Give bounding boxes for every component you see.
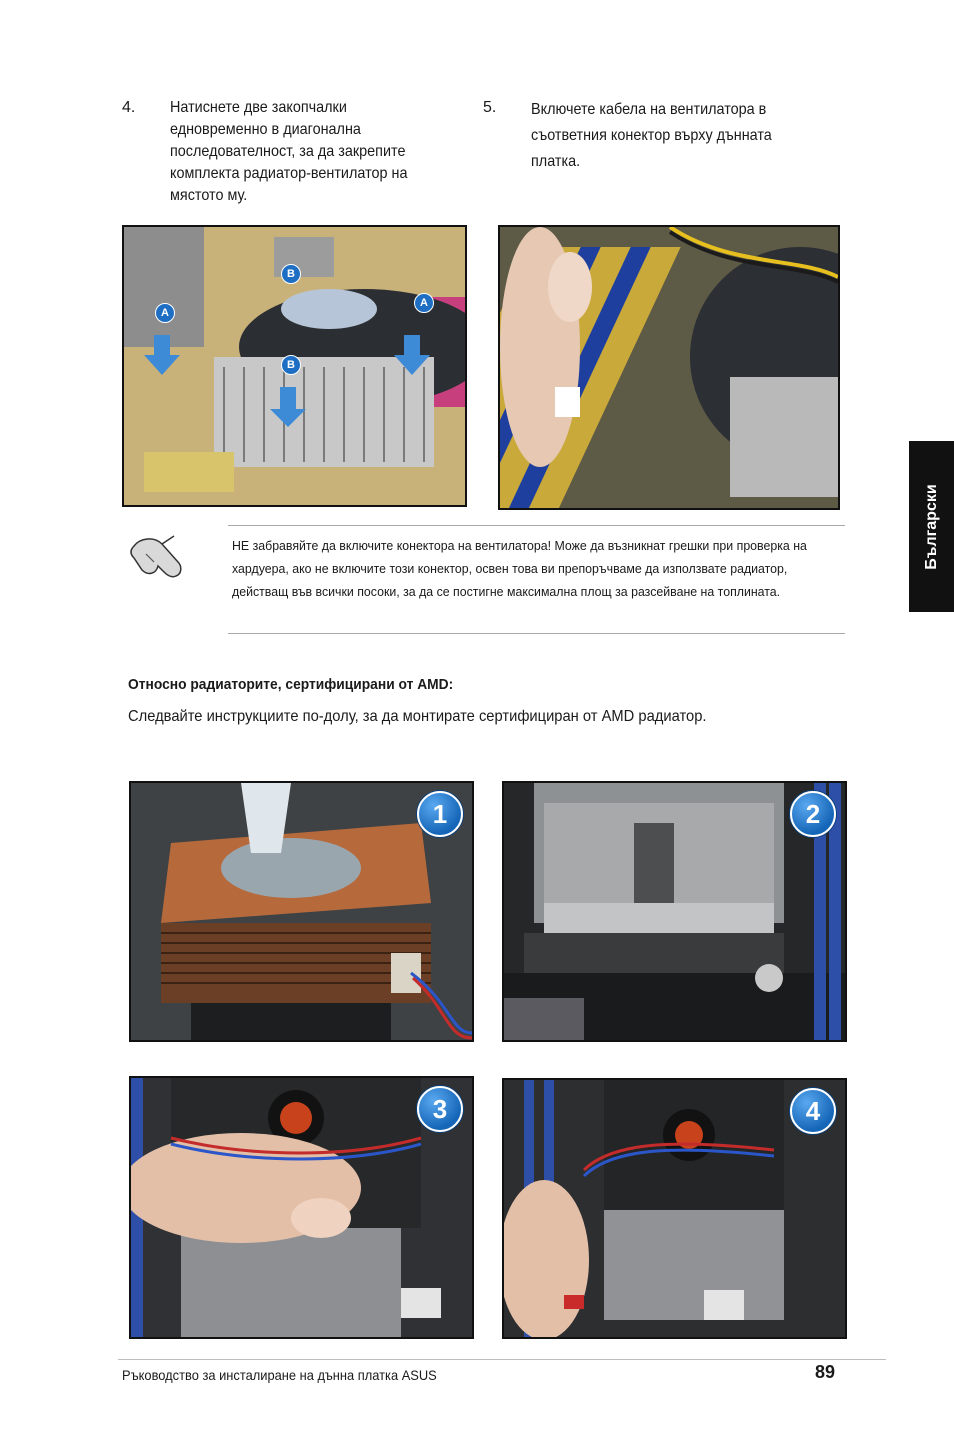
amd-instructions: Следвайте инструкциите по-долу, за да монтирате сертифициран от AMD радиатор. [128,708,707,725]
photo-heatsink-clips [122,225,467,507]
step-4-number: 4. [122,99,136,116]
clip-label-b-top: B [281,264,301,284]
amd-heading: Относно радиаторите, сертифицирани от AMD: [128,676,454,693]
footer-rule [118,1359,886,1360]
photo-step-4 [502,1078,847,1339]
footer-title: Ръководство за инсталиране на дънна платка ASUS [122,1367,437,1383]
note-text: НЕ забравяйте да включите конектора на вентилатора! Може да възникнат грешки при проверка на хардуера, ако не включите този конектор, освен това ви препоръчваме да използвате радиатор, действащ във всички посоки, за да се постигне максимална площ за разсейване на топлината. [232,538,807,599]
step-badge-3: 3 [417,1086,463,1132]
hand-pointing-icon [128,528,186,580]
step-badge-2: 2 [790,791,836,837]
language-side-tab-label: Български [922,483,940,570]
page-number: 89 [815,1362,836,1382]
photo-step-3 [129,1076,474,1339]
clip-label-a-left: A [155,303,175,323]
note-top-rule [228,525,845,526]
step-badge-4: 4 [790,1088,836,1134]
step-5-text: Включете кабела на вентилатора в съответния конектор върху дънната платка. [531,101,772,170]
language-side-tab [909,441,954,612]
step-5-number: 5. [483,99,497,116]
step-4-text: Натиснете две закопчалки едновременно в диагонална последователност, за да закрепите комплекта радиатор-вентилатор на мястото му. [170,99,408,204]
note-bottom-rule [228,633,845,634]
clip-label-b-bottom: B [281,355,301,375]
photo-fan-connector [498,225,840,510]
photo-step-2 [502,781,847,1042]
photo-step-1 [129,781,474,1042]
step-badge-1: 1 [417,791,463,837]
clip-label-a-right: A [414,293,434,313]
